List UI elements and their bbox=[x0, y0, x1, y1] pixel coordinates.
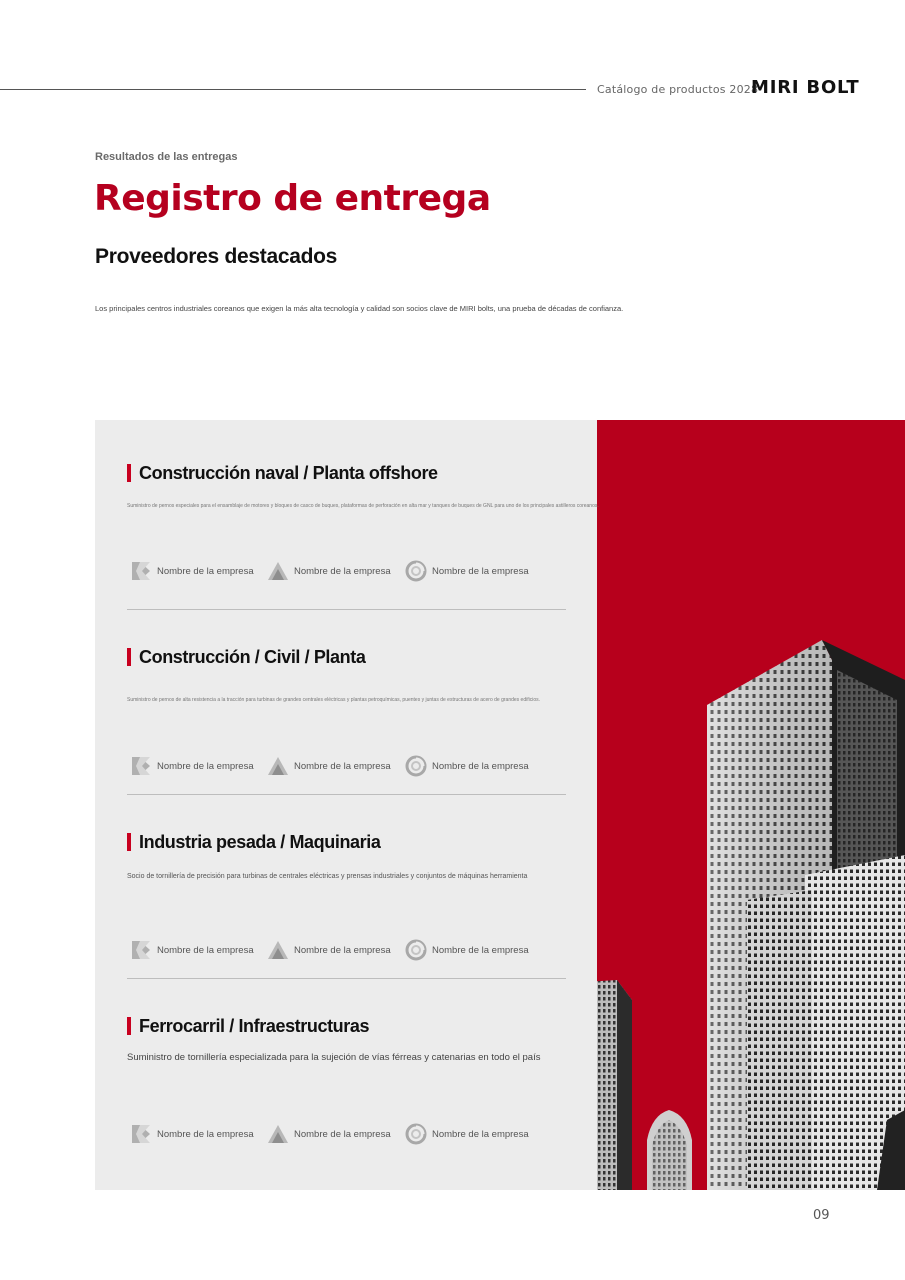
page-number: 09 bbox=[813, 1208, 830, 1223]
mountain-logo-icon bbox=[267, 939, 289, 961]
company-item bbox=[267, 558, 391, 584]
section-title-row bbox=[127, 646, 365, 668]
swirl-logo-icon bbox=[405, 1123, 427, 1145]
eyebrow-text: Resultados de las entregas bbox=[95, 151, 238, 163]
section-title-row bbox=[127, 831, 380, 853]
section-title: Ferrocarril / Infraestructuras bbox=[139, 1015, 370, 1036]
company-name: Nombre de la empresa bbox=[432, 944, 529, 956]
company-name: Nombre de la empresa bbox=[294, 1128, 391, 1140]
company-logos bbox=[130, 1121, 570, 1147]
page-subtitle: Proveedores destacados bbox=[95, 245, 338, 268]
buildings-image-panel bbox=[597, 420, 905, 1190]
company-name: Nombre de la empresa bbox=[432, 565, 529, 577]
accent-bar bbox=[127, 1017, 131, 1035]
company-item bbox=[405, 1121, 529, 1147]
company-item bbox=[130, 558, 254, 584]
company-item bbox=[405, 558, 529, 584]
company-item bbox=[267, 937, 391, 963]
company-item bbox=[130, 937, 254, 963]
section-divider bbox=[127, 978, 566, 979]
swirl-logo-icon bbox=[405, 939, 427, 961]
accent-bar bbox=[127, 464, 131, 482]
k-logo-icon bbox=[130, 755, 152, 777]
mountain-logo-icon bbox=[267, 1123, 289, 1145]
company-name: Nombre de la empresa bbox=[432, 1128, 529, 1140]
section-construction bbox=[127, 646, 567, 796]
accent-bar bbox=[127, 648, 131, 666]
company-item bbox=[267, 753, 391, 779]
company-item bbox=[405, 937, 529, 963]
company-name: Nombre de la empresa bbox=[157, 760, 254, 772]
company-name: Nombre de la empresa bbox=[157, 565, 254, 577]
skyscraper-illustration bbox=[597, 420, 905, 1190]
intro-text: Los principales centros industriales coreanos que exigen la más alta tecnología y calidad son socios clave de MIRI bolts, una prueba de décadas de confianza. bbox=[95, 304, 624, 313]
company-logos bbox=[130, 937, 570, 963]
company-logos bbox=[130, 753, 570, 779]
mountain-logo-icon bbox=[267, 560, 289, 582]
k-logo-icon bbox=[130, 560, 152, 582]
swirl-logo-icon bbox=[405, 755, 427, 777]
section-title: Industria pesada / Maquinaria bbox=[139, 831, 381, 852]
accent-bar bbox=[127, 833, 131, 851]
section-description: Suministro de pernos de alta resistencia a la tracción para turbinas de grandes centrales eléctricas y plantas petroquímicas, puentes y juntas de estructuras de acero de grandes edificios. bbox=[127, 697, 541, 703]
section-title: Construcción naval / Planta offshore bbox=[139, 462, 438, 483]
page-title: Registro de entrega bbox=[94, 178, 491, 219]
company-name: Nombre de la empresa bbox=[157, 944, 254, 956]
section-title-row bbox=[127, 1015, 369, 1037]
section-railway bbox=[127, 1015, 567, 1155]
company-name: Nombre de la empresa bbox=[294, 565, 391, 577]
section-description: Suministro de pernos especiales para el ensamblaje de motores y bloques de casco de buques, plataformas de perforación en alta mar y tanques de buques de GNL para uno de los principales astilleros coreanos. bbox=[127, 503, 599, 509]
section-divider bbox=[127, 609, 566, 610]
section-description: Suministro de tornillería especializada para la sujeción de vías férreas y catenarias en todo el país bbox=[127, 1052, 541, 1063]
section-shipbuilding bbox=[127, 462, 599, 612]
company-name: Nombre de la empresa bbox=[294, 944, 391, 956]
company-item bbox=[130, 753, 254, 779]
company-item bbox=[130, 1121, 254, 1147]
header-rule bbox=[0, 89, 586, 90]
section-divider bbox=[127, 794, 566, 795]
mountain-logo-icon bbox=[267, 755, 289, 777]
catalog-label: Catálogo de productos 2028 bbox=[597, 83, 759, 96]
k-logo-icon bbox=[130, 939, 152, 961]
swirl-logo-icon bbox=[405, 560, 427, 582]
section-title: Construcción / Civil / Planta bbox=[139, 646, 366, 667]
company-name: Nombre de la empresa bbox=[432, 760, 529, 772]
section-description: Socio de tornillería de precisión para turbinas de centrales eléctricas y prensas industriales y conjuntos de máquinas herramienta bbox=[127, 873, 528, 880]
company-item bbox=[405, 753, 529, 779]
company-item bbox=[267, 1121, 391, 1147]
company-name: Nombre de la empresa bbox=[294, 760, 391, 772]
k-logo-icon bbox=[130, 1123, 152, 1145]
brand-name: MIRI BOLT bbox=[751, 77, 860, 98]
company-name: Nombre de la empresa bbox=[157, 1128, 254, 1140]
company-logos bbox=[130, 558, 570, 584]
section-title-row bbox=[127, 462, 438, 484]
section-heavy-industry bbox=[127, 831, 567, 981]
